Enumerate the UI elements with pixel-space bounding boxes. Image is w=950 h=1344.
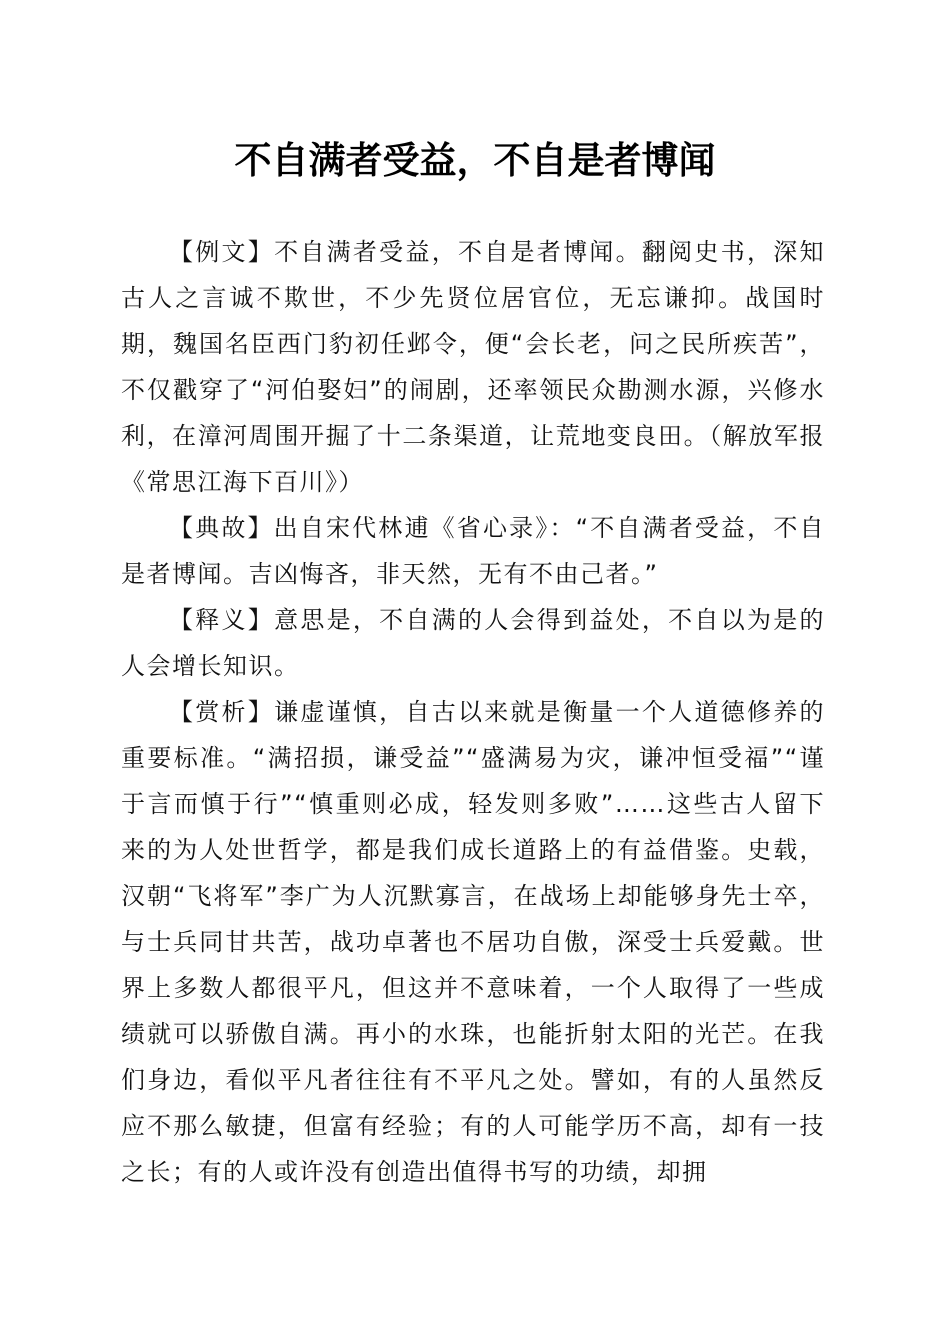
paragraph-text: 谦虚谨慎，自古以来就是衡量一个人道德修养的重要标准。“满招损，谦受益”“盛满易为灾，谦冲恒受福”“谨于言而慎于行”“慎重则必成，轻发则多败”……这些古人留下来的为人处世哲学，都是我们成长道路上的有益借鉴。史载，汉朝“飞将军”李广为人沉默寡言，在战场上却能够身先士卒，与士兵同甘共苦，战功卓著也不居功自傲，深受士兵爱戴。世界上多数人都很平凡，但这并不意味着，一个人取得了一些成绩就可以骄傲自满。再小的水珠，也能折射太阳的光芒。在我们身边，看似平凡者往往有不平凡之处。譬如，有的人虽然反应不那么敏捷，但富有经验；有的人可能学历不高，却有一技之长；有的人或许没有创造出值得书写的功绩，却拥 — [121, 698, 826, 1186]
paragraph-text: 出自宋代林逋《省心录》：“不自满者受益，不自是者博闻。吉凶悔吝，非天然，无有不由己者。” — [121, 514, 826, 588]
paragraph-example — [121, 229, 825, 505]
paragraph-text: 不自满者受益，不自是者博闻。翻阅史书，深知古人之言诚不欺世，不少先贤位居官位，无忘谦抑。战国时期，魏国名臣西门豹初任邺令，便“会长老，问之民所疾苦”，不仅戳穿了“河伯娶妇”的闹剧，还率领民众勘测水源，兴修水利，在漳河周围开掘了十二条渠道，让荒地变良田。（解放军报《常思江海下百川》） — [121, 238, 826, 496]
paragraph-label: 【释义】 — [169, 606, 275, 634]
paragraph-label: 【典故】 — [169, 514, 274, 542]
paragraph-appreciation — [121, 689, 825, 1195]
paragraph-label: 【赏析】 — [169, 698, 275, 726]
document-title: 不自满者受益，不自是者博闻 — [234, 138, 716, 182]
paragraph-label: 【例文】 — [169, 238, 275, 266]
paragraph-allusion — [121, 505, 825, 597]
paragraph-interpretation — [121, 597, 825, 689]
document-body — [121, 229, 825, 1195]
paragraph-text: 意思是，不自满的人会得到益处，不自以为是的人会增长知识。 — [121, 606, 826, 680]
